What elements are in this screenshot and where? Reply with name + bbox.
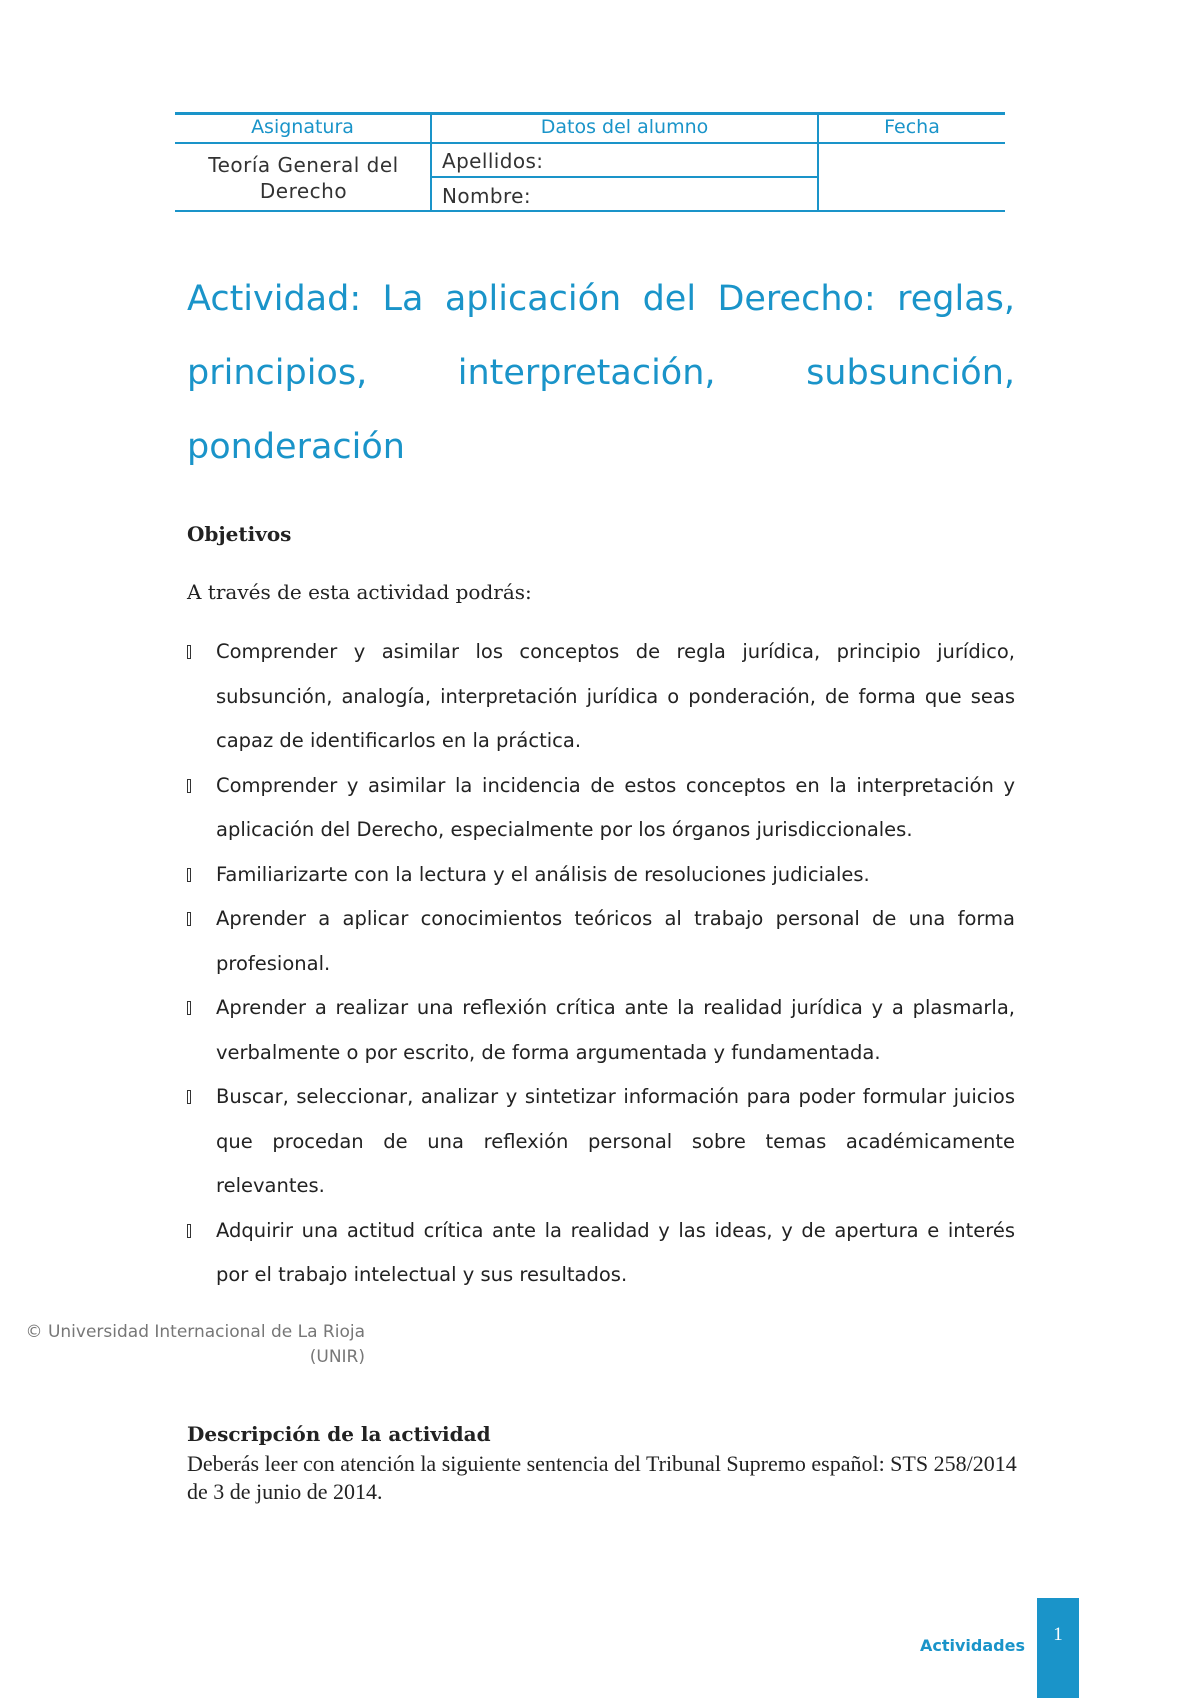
objectives-list [187,630,1015,1298]
bullet-icon [187,779,191,793]
list-item-text: Buscar, seleccionar, analizar y sintetizar información para poder formular juicios que procedan de una reflexión personal sobre temas académicamente relevantes. [216,1085,1015,1197]
description-heading: Descripción de la actividad [187,1422,491,1446]
bullet-icon [187,1001,191,1015]
page-number: 1 [1053,1624,1063,1645]
name-field-label: Nombre: [442,184,532,208]
copyright-line-2: (UNIR) [309,1347,365,1367]
list-item [187,1075,1015,1209]
bullet-icon [187,1224,191,1238]
footer-section-label: Actividades [920,1636,1025,1655]
bullet-icon [187,645,191,659]
surname-field-label: Apellidos: [442,149,544,173]
col-subject-header: Asignatura [251,116,354,138]
list-item-text: Comprender y asimilar los conceptos de regla jurídica, principio jurídico, subsunción, analogía, interpretación jurídica o ponderación, de forma que seas capaz de identificarlos en la práctica. [216,640,1015,752]
list-item-text: Familiarizarte con la lectura y el análisis de resoluciones judiciales. [216,862,870,886]
page-number-tab [1037,1598,1079,1698]
table-border-top [175,112,1005,115]
header-table [175,112,1005,212]
description-text: Deberás leer con atención la siguiente sentencia del Tribunal Supremo español: STS 258/2014 de 3 de junio de 2014. [187,1451,1017,1504]
list-item [187,764,1015,853]
list-item [187,1209,1015,1298]
objectives-heading: Objetivos [187,522,292,546]
table-border-bottom [175,210,1005,212]
bullet-icon [187,1090,191,1104]
table-header-divider [175,142,1005,144]
list-item [187,630,1015,764]
list-item [187,853,1015,898]
list-item-text: Comprender y asimilar la incidencia de estos conceptos en la interpretación y aplicación del Derecho, especialmente por los órganos jurisdiccionales. [216,773,1015,841]
bullet-icon [187,868,191,882]
objectives-intro: A través de esta actividad podrás: [187,580,532,604]
subject-name: Teoría General del Derecho [208,153,399,203]
list-item-text: Aprender a aplicar conocimientos teóricos al trabajo personal de una forma profesional. [216,907,1015,975]
list-item-text: Aprender a realizar una reflexión crítica ante la realidad jurídica y a plasmarla, verbalmente o por escrito, de forma argumentada y fundamentada. [216,996,1015,1064]
copyright-notice [20,1320,365,1370]
col-student-header: Datos del alumno [540,116,709,138]
copyright-line-1: © Universidad Internacional de La Rioja [25,1322,365,1342]
list-item [187,986,1015,1075]
list-item-text: Adquirir una actitud crítica ante la realidad y las ideas, y de apertura e interés por el trabajo intelectual y sus resultados. [216,1218,1015,1286]
activity-title: Actividad: La aplicación del Derecho: reglas, principios, interpretación, subsunción, ponderación [187,279,1015,467]
col-date-header: Fecha [884,116,940,138]
list-item [187,897,1015,986]
bullet-icon [187,912,191,926]
table-row-divider [432,176,817,178]
